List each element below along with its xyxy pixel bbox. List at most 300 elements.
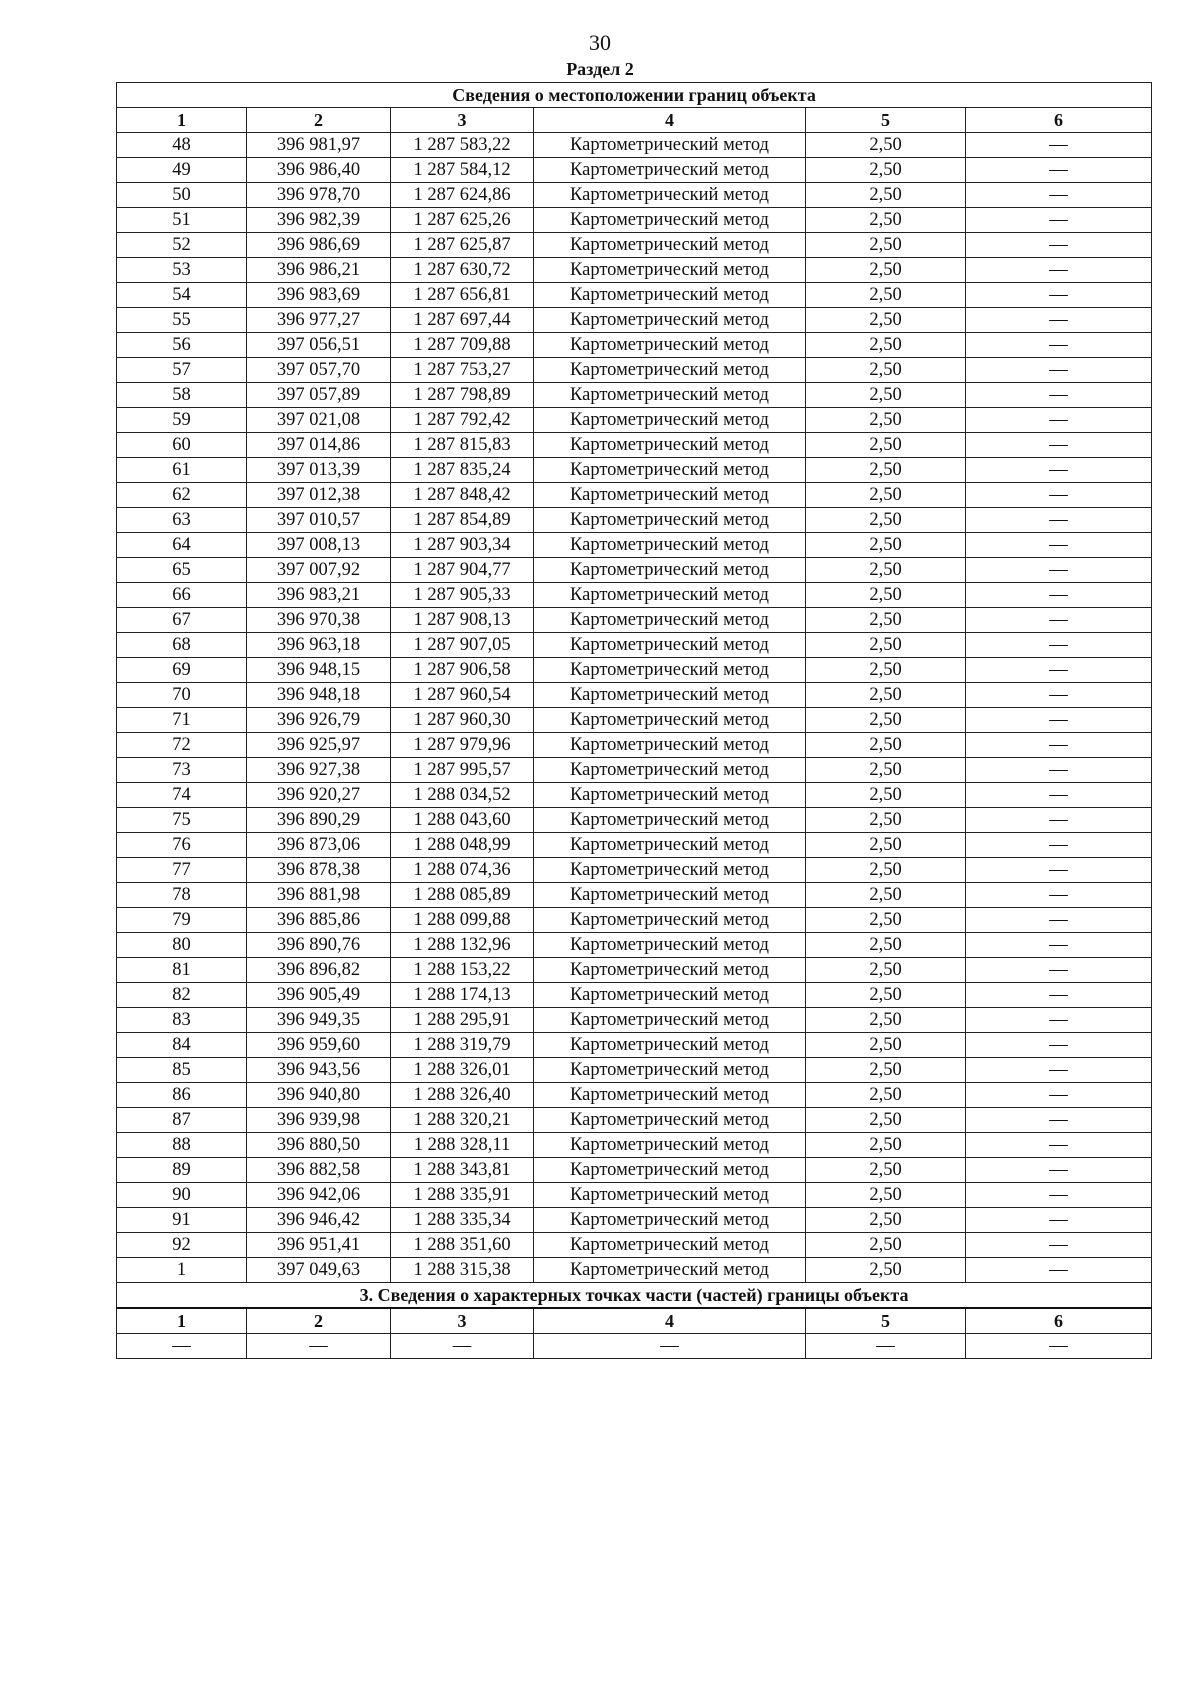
table-cell: 1 287 854,89: [391, 508, 534, 533]
table-cell: 2,50: [806, 258, 966, 283]
table-cell: —: [966, 1183, 1152, 1208]
column-header: 2: [247, 1308, 391, 1334]
table-cell: 396 943,56: [247, 1058, 391, 1083]
table-cell: 397 056,51: [247, 333, 391, 358]
table-cell: 1 287 906,58: [391, 658, 534, 683]
table-cell: 2,50: [806, 858, 966, 883]
table-cell: 86: [117, 1083, 247, 1108]
table-cell: 1 287 798,89: [391, 383, 534, 408]
table-cell: Картометрический метод: [534, 533, 806, 558]
table-cell: 396 986,21: [247, 258, 391, 283]
table-cell: 1 287 908,13: [391, 608, 534, 633]
table-cell: 1 287 960,54: [391, 683, 534, 708]
table-cell: Картометрический метод: [534, 883, 806, 908]
table-cell: Картометрический метод: [534, 1133, 806, 1158]
table-cell: 1 287 753,27: [391, 358, 534, 383]
table-cell: —: [966, 883, 1152, 908]
table-row: [117, 1208, 1152, 1233]
table-caption-row: [117, 83, 1152, 108]
table-cell: 87: [117, 1108, 247, 1133]
table-cell: —: [966, 1233, 1152, 1258]
table-cell: 1 287 584,12: [391, 158, 534, 183]
table-row: [117, 1258, 1152, 1283]
table-cell: 1 288 343,81: [391, 1158, 534, 1183]
table-cell: 396 940,80: [247, 1083, 391, 1108]
table-cell: 2,50: [806, 708, 966, 733]
table-cell: 64: [117, 533, 247, 558]
table-cell: 2,50: [806, 833, 966, 858]
table-cell: 59: [117, 408, 247, 433]
table-row: [117, 758, 1152, 783]
table-cell: 2,50: [806, 1083, 966, 1108]
table-cell: 49: [117, 158, 247, 183]
table-cell: 396 926,79: [247, 708, 391, 733]
table-cell: 396 959,60: [247, 1033, 391, 1058]
table-cell: 2,50: [806, 133, 966, 158]
column-header: 1: [117, 1308, 247, 1334]
table-cell: 92: [117, 1233, 247, 1258]
table-cell: 2,50: [806, 683, 966, 708]
table-cell: Картометрический метод: [534, 458, 806, 483]
table-cell: 2,50: [806, 358, 966, 383]
table-row: [117, 233, 1152, 258]
boundary-coordinates-table: [116, 82, 1152, 1359]
table-cell: 65: [117, 558, 247, 583]
table-cell: —: [966, 708, 1152, 733]
table-cell: 1 287 630,72: [391, 258, 534, 283]
table-cell: 1 287 907,05: [391, 633, 534, 658]
table-cell: —: [966, 333, 1152, 358]
column-header: 4: [534, 1308, 806, 1334]
table-cell: 1 287 905,33: [391, 583, 534, 608]
table-row: [117, 883, 1152, 908]
table-cell: Картометрический метод: [534, 1108, 806, 1133]
table-cell: 396 946,42: [247, 1208, 391, 1233]
table-cell: —: [966, 733, 1152, 758]
table-cell: 54: [117, 283, 247, 308]
table-cell: Картометрический метод: [534, 183, 806, 208]
table-cell: 85: [117, 1058, 247, 1083]
table-cell: 396 890,76: [247, 933, 391, 958]
table-cell: 1 287 903,34: [391, 533, 534, 558]
table-cell: 397 012,38: [247, 483, 391, 508]
table-cell: 1 288 174,13: [391, 983, 534, 1008]
table-cell: 2,50: [806, 933, 966, 958]
table-cell: 2,50: [806, 1258, 966, 1283]
table-cell: 396 982,39: [247, 208, 391, 233]
table-row: [117, 858, 1152, 883]
table-cell: Картометрический метод: [534, 358, 806, 383]
table-cell: Картометрический метод: [534, 158, 806, 183]
table-cell: Картометрический метод: [534, 808, 806, 833]
table-cell: 58: [117, 383, 247, 408]
table-cell: 396 881,98: [247, 883, 391, 908]
table-cell: 90: [117, 1183, 247, 1208]
table-row: [117, 733, 1152, 758]
table-row: [117, 933, 1152, 958]
table-cell: Картометрический метод: [534, 233, 806, 258]
table-cell: 61: [117, 458, 247, 483]
table-cell: 1 287 848,42: [391, 483, 534, 508]
table-cell: 2,50: [806, 1058, 966, 1083]
table-cell: 55: [117, 308, 247, 333]
table-cell: 396 885,86: [247, 908, 391, 933]
table-cell: 2,50: [806, 158, 966, 183]
table-cell: 2,50: [806, 983, 966, 1008]
table-cell: 2,50: [806, 483, 966, 508]
table-row: [117, 633, 1152, 658]
table-row: [117, 408, 1152, 433]
table-cell: Картометрический метод: [534, 683, 806, 708]
table-row: [117, 258, 1152, 283]
table-cell: Картометрический метод: [534, 508, 806, 533]
table-cell: 2,50: [806, 1233, 966, 1258]
table-cell: 396 882,58: [247, 1158, 391, 1183]
page-number: 30: [589, 30, 611, 55]
table-row: [117, 1334, 1152, 1359]
table-cell: 73: [117, 758, 247, 783]
table-cell: —: [966, 1258, 1152, 1283]
table-cell: —: [966, 608, 1152, 633]
table-cell: 1 287 979,96: [391, 733, 534, 758]
table-row: [117, 1158, 1152, 1183]
table-cell: 66: [117, 583, 247, 608]
column-header: 1: [117, 108, 247, 133]
table-cell: 1 287 815,83: [391, 433, 534, 458]
table-cell: —: [966, 783, 1152, 808]
table-cell: 91: [117, 1208, 247, 1233]
table-cell: 1 288 351,60: [391, 1233, 534, 1258]
table-cell: —: [391, 1334, 534, 1359]
table-cell: Картометрический метод: [534, 1183, 806, 1208]
table-cell: Картометрический метод: [534, 1208, 806, 1233]
table-cell: 397 057,89: [247, 383, 391, 408]
table-cell: 396 970,38: [247, 608, 391, 633]
table-cell: 70: [117, 683, 247, 708]
table-cell: 1 288 074,36: [391, 858, 534, 883]
table-cell: 1 288 319,79: [391, 1033, 534, 1058]
table-cell: 1 287 625,26: [391, 208, 534, 233]
table-cell: Картометрический метод: [534, 908, 806, 933]
table-row: [117, 208, 1152, 233]
table-cell: 396 873,06: [247, 833, 391, 858]
table-cell: 397 049,63: [247, 1258, 391, 1283]
table-cell: 2,50: [806, 283, 966, 308]
table-cell: 79: [117, 908, 247, 933]
table-cell: 396 948,18: [247, 683, 391, 708]
table-cell: 396 890,29: [247, 808, 391, 833]
table-cell: Картометрический метод: [534, 1058, 806, 1083]
table-cell: 396 939,98: [247, 1108, 391, 1133]
table-cell: 2,50: [806, 608, 966, 633]
table-row: [117, 308, 1152, 333]
table-cell: 1 287 697,44: [391, 308, 534, 333]
table-cell: 1 288 153,22: [391, 958, 534, 983]
table-cell: Картометрический метод: [534, 1083, 806, 1108]
table-cell: 2,50: [806, 183, 966, 208]
table-cell: 48: [117, 133, 247, 158]
table-cell: 69: [117, 658, 247, 683]
table-cell: Картометрический метод: [534, 333, 806, 358]
table-cell: —: [966, 433, 1152, 458]
table-row: [117, 783, 1152, 808]
table-cell: 51: [117, 208, 247, 233]
table-cell: 396 981,97: [247, 133, 391, 158]
table-cell: —: [966, 383, 1152, 408]
table-cell: 1 288 320,21: [391, 1108, 534, 1133]
table-row: [117, 683, 1152, 708]
table-cell: 396 951,41: [247, 1233, 391, 1258]
table-cell: —: [966, 558, 1152, 583]
table-cell: Картометрический метод: [534, 758, 806, 783]
table-cell: 68: [117, 633, 247, 658]
table-cell: 89: [117, 1158, 247, 1183]
table-cell: 396 927,38: [247, 758, 391, 783]
table-cell: 396 880,50: [247, 1133, 391, 1158]
table-cell: Картометрический метод: [534, 1008, 806, 1033]
table-cell: 83: [117, 1008, 247, 1033]
table-cell: 396 978,70: [247, 183, 391, 208]
table-cell: 57: [117, 358, 247, 383]
table-row: [117, 558, 1152, 583]
table-cell: 2,50: [806, 1183, 966, 1208]
column-header: 3: [391, 1308, 534, 1334]
table-cell: 396 949,35: [247, 1008, 391, 1033]
table-cell: Картометрический метод: [534, 433, 806, 458]
table-cell: 1 287 624,86: [391, 183, 534, 208]
table-row: [117, 908, 1152, 933]
table-cell: 80: [117, 933, 247, 958]
table-cell: 2,50: [806, 758, 966, 783]
table-cell: —: [966, 858, 1152, 883]
table-cell: Картометрический метод: [534, 783, 806, 808]
table-row: [117, 508, 1152, 533]
table-row: [117, 158, 1152, 183]
table-row: [117, 458, 1152, 483]
table-cell: —: [966, 1108, 1152, 1133]
table-cell: 397 057,70: [247, 358, 391, 383]
table-cell: 397 008,13: [247, 533, 391, 558]
table-row: [117, 483, 1152, 508]
table-cell: 2,50: [806, 333, 966, 358]
table-cell: Картометрический метод: [534, 383, 806, 408]
table-cell: —: [966, 1133, 1152, 1158]
table-cell: 2,50: [806, 1158, 966, 1183]
table-cell: Картометрический метод: [534, 833, 806, 858]
table-cell: 1 287 995,57: [391, 758, 534, 783]
table-cell: 1 288 085,89: [391, 883, 534, 908]
table-cell: —: [966, 908, 1152, 933]
table-cell: —: [966, 933, 1152, 958]
table-cell: 67: [117, 608, 247, 633]
table-cell: —: [966, 683, 1152, 708]
table-cell: 1 288 043,60: [391, 808, 534, 833]
table-cell: 62: [117, 483, 247, 508]
table-row: [117, 1083, 1152, 1108]
table-cell: 1 288 295,91: [391, 1008, 534, 1033]
table-cell: —: [966, 633, 1152, 658]
table-cell: 397 007,92: [247, 558, 391, 583]
table-cell: 78: [117, 883, 247, 908]
table-cell: 396 905,49: [247, 983, 391, 1008]
table-cell: 2,50: [806, 508, 966, 533]
table-cell: —: [966, 408, 1152, 433]
table-row: [117, 183, 1152, 208]
column-header: 4: [534, 108, 806, 133]
table-row: [117, 533, 1152, 558]
table-cell: 2,50: [806, 208, 966, 233]
table-row: [117, 283, 1152, 308]
table-cell: 77: [117, 858, 247, 883]
table-cell: 396 977,27: [247, 308, 391, 333]
table-cell: 2,50: [806, 408, 966, 433]
table-cell: 2,50: [806, 1108, 966, 1133]
table-cell: 2,50: [806, 583, 966, 608]
table-cell: 396 942,06: [247, 1183, 391, 1208]
section-title: Раздел 2: [566, 59, 634, 79]
table-cell: —: [966, 283, 1152, 308]
column-header: 3: [391, 108, 534, 133]
table-cell: 1 288 099,88: [391, 908, 534, 933]
table-cell: 2,50: [806, 783, 966, 808]
table-row: [117, 808, 1152, 833]
table-cell: 1 288 326,40: [391, 1083, 534, 1108]
table-cell: 76: [117, 833, 247, 858]
table-cell: 1: [117, 1258, 247, 1283]
table-row: [117, 1183, 1152, 1208]
table-row: [117, 983, 1152, 1008]
table-cell: 1 288 335,91: [391, 1183, 534, 1208]
table-cell: Картометрический метод: [534, 1233, 806, 1258]
table-cell: —: [966, 183, 1152, 208]
table-cell: 71: [117, 708, 247, 733]
table-cell: —: [966, 483, 1152, 508]
table-row: [117, 608, 1152, 633]
table-cell: 1 288 335,34: [391, 1208, 534, 1233]
table-cell: 88: [117, 1133, 247, 1158]
table-cell: 2,50: [806, 883, 966, 908]
table-cell: Картометрический метод: [534, 258, 806, 283]
table-cell: 2,50: [806, 533, 966, 558]
table-cell: 1 287 656,81: [391, 283, 534, 308]
table-cell: —: [966, 208, 1152, 233]
table-cell: Картометрический метод: [534, 283, 806, 308]
table-cell: 2,50: [806, 233, 966, 258]
table-cell: —: [966, 508, 1152, 533]
table-cell: —: [966, 1334, 1152, 1359]
table-cell: 72: [117, 733, 247, 758]
table-cell: Картометрический метод: [534, 483, 806, 508]
table-cell: 2,50: [806, 558, 966, 583]
table-cell: 1 288 048,99: [391, 833, 534, 858]
table-cell: Картометрический метод: [534, 633, 806, 658]
table-cell: —: [966, 983, 1152, 1008]
table-cell: —: [966, 458, 1152, 483]
table-cell: 397 014,86: [247, 433, 391, 458]
column-header: 2: [247, 108, 391, 133]
table-row: [117, 333, 1152, 358]
subtable-caption-row: [117, 1283, 1152, 1309]
table-cell: —: [966, 958, 1152, 983]
table-cell: 56: [117, 333, 247, 358]
table-row: [117, 1233, 1152, 1258]
table-cell: —: [966, 658, 1152, 683]
table-cell: 2,50: [806, 383, 966, 408]
table-cell: Картометрический метод: [534, 133, 806, 158]
table-caption: Сведения о местоположении границ объекта: [117, 83, 1152, 108]
table-cell: 396 986,40: [247, 158, 391, 183]
table-cell: —: [966, 808, 1152, 833]
table-cell: 75: [117, 808, 247, 833]
table-cell: 396 878,38: [247, 858, 391, 883]
table-cell: 396 986,69: [247, 233, 391, 258]
table-cell: 396 948,15: [247, 658, 391, 683]
table-cell: 1 288 315,38: [391, 1258, 534, 1283]
table-cell: —: [966, 1083, 1152, 1108]
table-cell: 53: [117, 258, 247, 283]
table-cell: —: [966, 358, 1152, 383]
table-row: [117, 358, 1152, 383]
table-cell: Картометрический метод: [534, 208, 806, 233]
table-cell: Картометрический метод: [534, 933, 806, 958]
subtable-caption: 3. Сведения о характерных точках части (частей) границы объекта: [117, 1283, 1152, 1309]
table-row: [117, 1133, 1152, 1158]
subtable-header-row: [117, 1308, 1152, 1334]
table-row: [117, 1008, 1152, 1033]
table-row: [117, 1033, 1152, 1058]
table-cell: Картометрический метод: [534, 658, 806, 683]
table-cell: Картометрический метод: [534, 1158, 806, 1183]
table-cell: 396 920,27: [247, 783, 391, 808]
table-cell: 81: [117, 958, 247, 983]
table-cell: 1 287 583,22: [391, 133, 534, 158]
table-cell: 2,50: [806, 433, 966, 458]
table-cell: —: [966, 1208, 1152, 1233]
table-cell: 1 287 792,42: [391, 408, 534, 433]
table-cell: 1 287 625,87: [391, 233, 534, 258]
table-cell: —: [966, 1008, 1152, 1033]
table-cell: 1 288 326,01: [391, 1058, 534, 1083]
column-header: 6: [966, 1308, 1152, 1334]
table-row: [117, 583, 1152, 608]
table-cell: 396 983,69: [247, 283, 391, 308]
table-cell: Картометрический метод: [534, 608, 806, 633]
table-cell: 2,50: [806, 1033, 966, 1058]
table-cell: 1 287 960,30: [391, 708, 534, 733]
table-header-row: [117, 108, 1152, 133]
table-cell: —: [966, 1058, 1152, 1083]
table-cell: 74: [117, 783, 247, 808]
table-cell: —: [966, 233, 1152, 258]
table-cell: 397 013,39: [247, 458, 391, 483]
table-cell: Картометрический метод: [534, 983, 806, 1008]
table-cell: —: [966, 308, 1152, 333]
table-cell: Картометрический метод: [534, 858, 806, 883]
table-cell: —: [966, 833, 1152, 858]
table-cell: 2,50: [806, 808, 966, 833]
table-cell: Картометрический метод: [534, 958, 806, 983]
table-row: [117, 833, 1152, 858]
table-cell: 2,50: [806, 458, 966, 483]
column-header: 5: [806, 1308, 966, 1334]
table-cell: 396 963,18: [247, 633, 391, 658]
table-cell: —: [247, 1334, 391, 1359]
table-row: [117, 958, 1152, 983]
table-cell: 2,50: [806, 633, 966, 658]
table-cell: 397 010,57: [247, 508, 391, 533]
table-cell: 1 288 034,52: [391, 783, 534, 808]
table-cell: 396 983,21: [247, 583, 391, 608]
